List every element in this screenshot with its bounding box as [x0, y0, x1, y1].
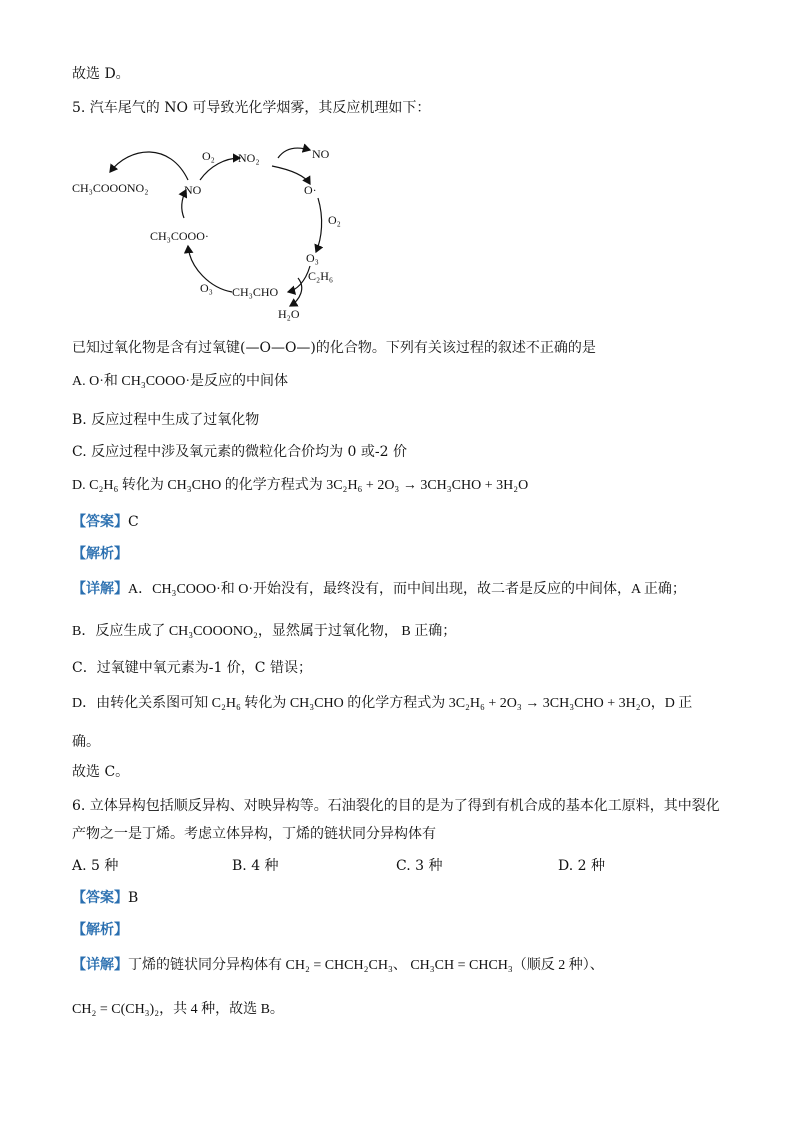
question-6-stem-line1: 6. 立体异构包括顺反异构、对映异构等。石油裂化的目的是为了得到有机合成的基本化工原料，其中裂化 — [72, 798, 720, 814]
option-d-prefix: D. C₂H₆ 转化为 CH₃CHO 的化学方程式为 — [72, 478, 327, 493]
label-o2-top: O₂ — [202, 149, 215, 163]
label-h2o: H₂O — [278, 307, 300, 321]
arrow-no2-to-o — [272, 166, 310, 184]
question-6-detail-line2: CH₂ = C(CH₃)₂，共 4 种，故选 B。 — [72, 1002, 284, 1017]
label-o3-bottom: O₃ — [200, 281, 213, 295]
detail-label: 【详解】 — [72, 958, 128, 973]
answer-value: B — [128, 890, 139, 906]
arrow-c2h6-to-h2o — [290, 278, 302, 306]
label-no-left: NO — [184, 183, 202, 197]
reaction-mechanism-diagram — [60, 128, 380, 328]
arrow-o-to-o3 — [316, 198, 322, 252]
question-5-detail-b: B．反应生成了 CH₃COOONO₂，显然属于过氧化物， B 正确； — [72, 624, 457, 639]
question-5-conclusion: 故选 C。 — [72, 764, 130, 780]
question-5-detail-c: C．过氧键中氧元素为-1 价，C 错误； — [72, 660, 312, 676]
question-5-answer — [72, 512, 139, 532]
label-o-dot: O· — [304, 183, 317, 197]
prev-answer-conclusion: 故选 D。 — [72, 66, 130, 82]
question-5-option-c: C. 反应过程中涉及氧元素的微粒化合价均为 0 或-2 价 — [72, 444, 408, 460]
question-6-option-d: D. 2 种 — [558, 858, 605, 874]
question-5-detail-d-cont: 确。 — [72, 734, 100, 750]
question-6-analysis-label: 【解析】 — [72, 922, 128, 938]
detail-text: 丁烯的链状同分异构体有 CH₂ = CHCH₂CH₃、 CH₃CH = CHCH₃（顺反 2 种）、 — [128, 958, 604, 973]
question-6-answer — [72, 888, 138, 908]
question-6-stem-line2: 产物之一是丁烯。考虑立体异构，丁烯的链状同分异构体有 — [72, 826, 436, 842]
label-ch3cho: CH₃CHO — [232, 285, 279, 299]
label-ch3cooo: CH₃COOO· — [150, 229, 209, 243]
question-6-detail-line1 — [72, 956, 604, 976]
question-5-detail-d: D．由转化关系图可知 C₂H₆ 转化为 CH₃CHO 的化学方程式为 3C₂H₆ + 2O₃ → 3CH₃CHO + 3H₂O，D 正 — [72, 696, 693, 711]
label-o2-right: O₂ — [328, 213, 341, 227]
answer-label: 【答案】 — [72, 514, 128, 530]
answer-label: 【答案】 — [72, 890, 128, 906]
label-o3-right: O₃ — [306, 251, 319, 265]
question-6-option-c: C. 3 种 — [396, 858, 443, 874]
question-5-analysis-label: 【解析】 — [72, 546, 128, 562]
answer-value: C — [128, 514, 139, 530]
detail-a-text: A．CH₃COOO·和 O·开始没有，最终没有，而中间出现，故二者是反应的中间体，A 正确； — [128, 582, 686, 597]
label-no2: NO₂ — [238, 151, 260, 165]
question-5-known: 已知过氧化物是含有过氧键(—O—O—)的化合物。下列有关该过程的叙述不正确的是 — [72, 340, 596, 356]
label-c2h6: C₂H₆ — [308, 269, 334, 283]
label-no-right: NO — [312, 147, 330, 161]
arrow-no-to-ch3cooono2 — [110, 152, 188, 180]
question-6-option-a: A. 5 种 — [72, 858, 119, 874]
option-d-equation: 3C₂H₆ + 2O₃ → 3CH₃CHO + 3H₂O — [326, 478, 529, 493]
question-5-option-d — [72, 476, 528, 496]
question-5-detail-a — [72, 580, 686, 600]
question-6-option-b: B. 4 种 — [232, 858, 279, 874]
label-ch3cooono2: CH₃COOONO₂ — [72, 181, 149, 195]
question-5-option-b: B. 反应过程中生成了过氧化物 — [72, 412, 260, 428]
detail-label: 【详解】 — [72, 582, 128, 597]
question-5-stem: 5. 汽车尾气的 NO 可导致光化学烟雾，其反应机理如下： — [72, 100, 431, 116]
question-5-option-a: A. O·和 CH₃COOO·是反应的中间体 — [72, 374, 289, 389]
arrow-no2-to-no — [278, 148, 310, 158]
